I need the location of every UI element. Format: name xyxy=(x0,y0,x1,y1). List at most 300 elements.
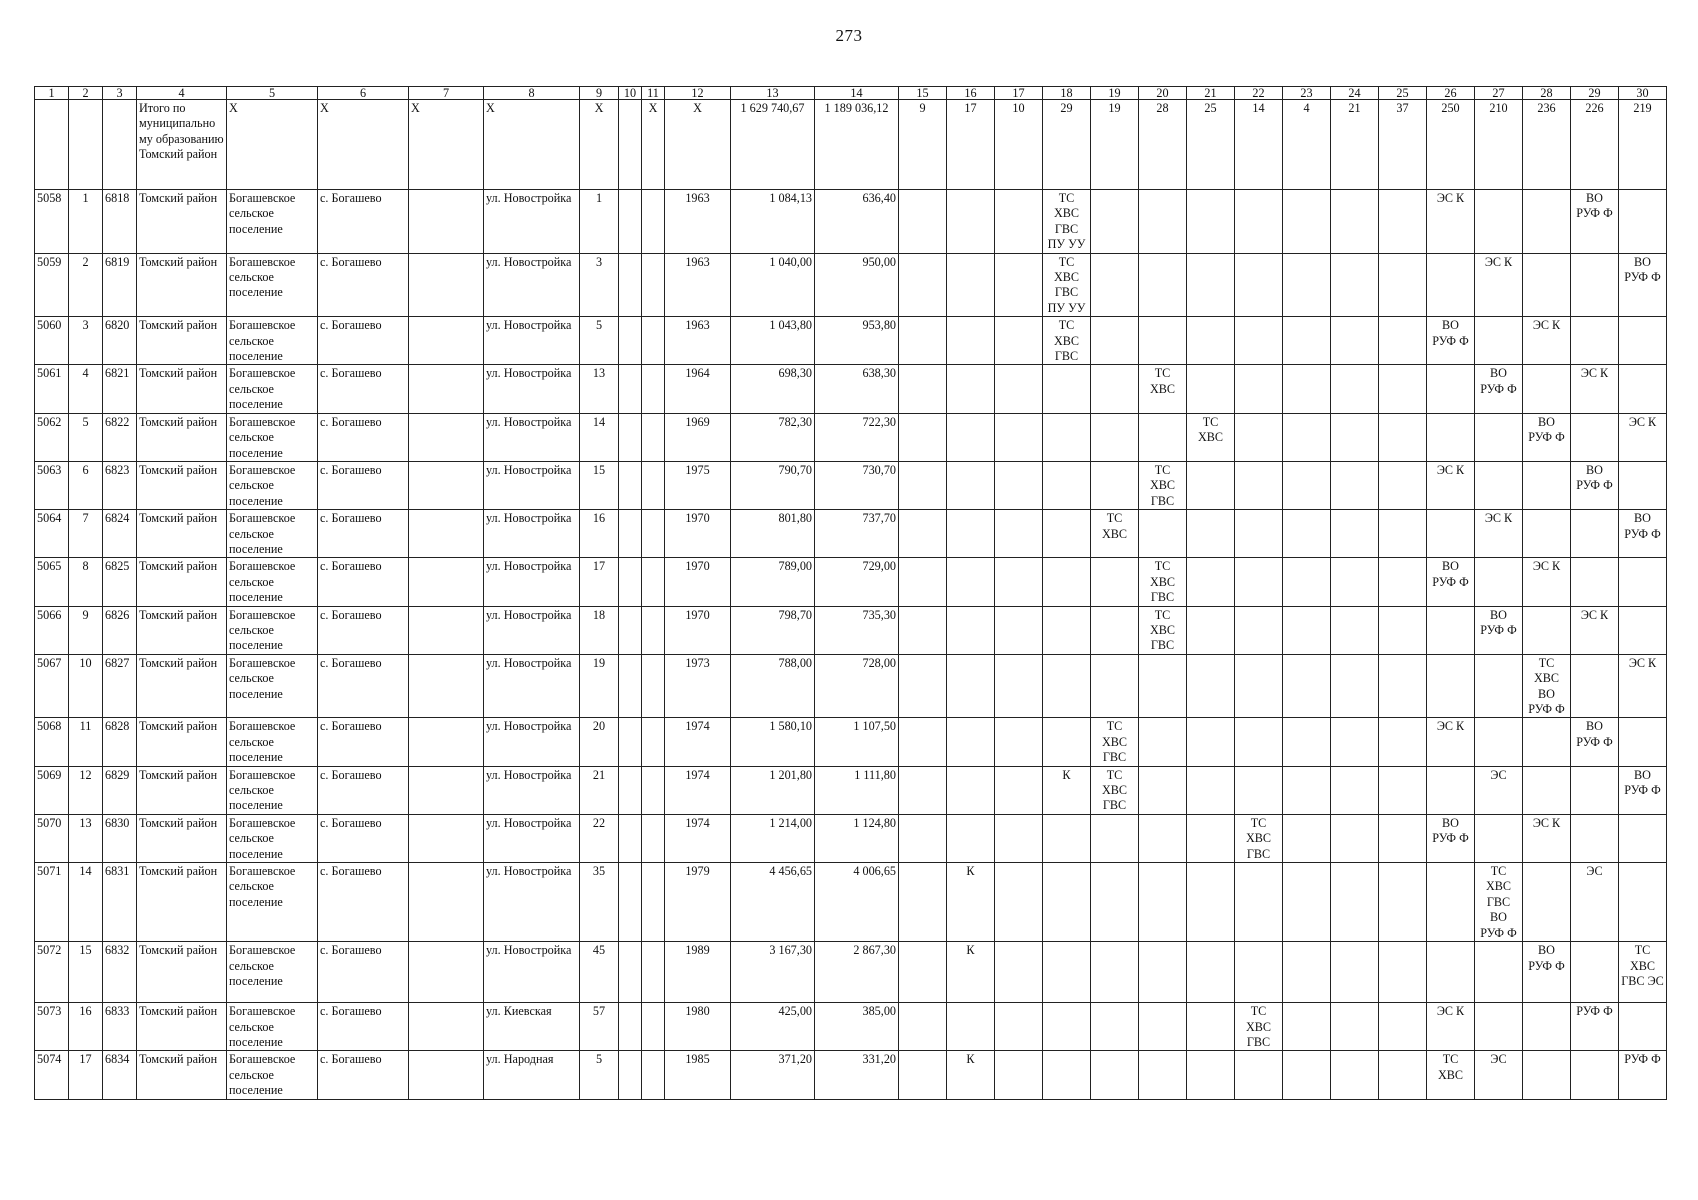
table-cell: 4 456,65 xyxy=(731,863,815,942)
table-cell: ТС ХВС xyxy=(1139,365,1187,413)
table-cell: 1973 xyxy=(665,654,731,718)
table-cell xyxy=(1331,942,1379,1003)
table-cell: ТС ХВС ГВС ПУ УУ xyxy=(1043,190,1091,254)
table-cell: 735,30 xyxy=(815,606,899,654)
table-row xyxy=(35,1003,1667,1051)
total-cell: 37 xyxy=(1379,100,1427,190)
total-cell xyxy=(619,100,642,190)
table-cell xyxy=(1619,461,1667,509)
column-number: 16 xyxy=(947,87,995,100)
total-row xyxy=(35,100,1667,190)
column-number: 20 xyxy=(1139,87,1187,100)
table-cell xyxy=(1331,1003,1379,1051)
table-cell: ЭС К xyxy=(1523,814,1571,862)
table-cell: 12 xyxy=(69,766,103,814)
table-cell xyxy=(1235,461,1283,509)
table-cell: 1 xyxy=(580,190,619,254)
table-row xyxy=(35,413,1667,461)
table-cell xyxy=(619,253,642,317)
total-cell: X xyxy=(318,100,409,190)
table-cell xyxy=(642,461,665,509)
table-cell: 5071 xyxy=(35,863,69,942)
table-cell xyxy=(1523,510,1571,558)
table-cell: 6818 xyxy=(103,190,137,254)
total-cell: 17 xyxy=(947,100,995,190)
table-cell: 3 xyxy=(580,253,619,317)
table-cell xyxy=(1523,1051,1571,1099)
table-cell: ТС ХВС ГВС ВО РУФ Ф xyxy=(1475,863,1523,942)
table-cell xyxy=(1427,413,1475,461)
table-cell xyxy=(947,461,995,509)
table-cell xyxy=(1139,190,1187,254)
table-cell xyxy=(1187,558,1235,606)
table-cell xyxy=(1427,654,1475,718)
table-cell xyxy=(1091,461,1139,509)
table-cell xyxy=(995,413,1043,461)
table-cell xyxy=(899,814,947,862)
table-row xyxy=(35,1051,1667,1099)
table-cell xyxy=(1571,558,1619,606)
table-cell xyxy=(947,413,995,461)
table-cell xyxy=(642,253,665,317)
table-cell: с. Богашево xyxy=(318,718,409,766)
column-number: 15 xyxy=(899,87,947,100)
table-cell xyxy=(642,317,665,365)
table-cell: 638,30 xyxy=(815,365,899,413)
table-cell: ТС ХВС xyxy=(1427,1051,1475,1099)
total-cell: 10 xyxy=(995,100,1043,190)
table-cell: 1 040,00 xyxy=(731,253,815,317)
table-cell xyxy=(409,253,484,317)
table-cell: ул. Новостройка xyxy=(484,718,580,766)
table-cell xyxy=(1139,1003,1187,1051)
table-cell xyxy=(899,317,947,365)
table-cell: Томский район xyxy=(137,558,227,606)
table-cell xyxy=(1331,253,1379,317)
table-cell: 22 xyxy=(580,814,619,862)
table-cell xyxy=(1571,253,1619,317)
table-cell: Богашевское сельское поселение xyxy=(227,510,318,558)
table-cell: ул. Киевская xyxy=(484,1003,580,1051)
table-cell: 5066 xyxy=(35,606,69,654)
table-cell xyxy=(1379,654,1427,718)
table-cell: К xyxy=(947,1051,995,1099)
total-cell: 236 xyxy=(1523,100,1571,190)
table-cell: 5068 xyxy=(35,718,69,766)
table-cell xyxy=(899,190,947,254)
table-cell: ВО РУФ Ф xyxy=(1427,814,1475,862)
column-number: 30 xyxy=(1619,87,1667,100)
table-cell xyxy=(1091,413,1139,461)
table-cell: Томский район xyxy=(137,718,227,766)
table-cell xyxy=(1235,766,1283,814)
table-cell: Богашевское сельское поселение xyxy=(227,814,318,862)
table-cell: 1974 xyxy=(665,718,731,766)
table-cell: Томский район xyxy=(137,461,227,509)
table-cell: 5070 xyxy=(35,814,69,862)
table-cell xyxy=(947,510,995,558)
table-cell: ЭС К xyxy=(1619,413,1667,461)
table-cell xyxy=(1331,190,1379,254)
table-cell: с. Богашево xyxy=(318,253,409,317)
table-cell xyxy=(1235,365,1283,413)
table-cell xyxy=(1379,606,1427,654)
table-cell xyxy=(1283,863,1331,942)
column-number: 4 xyxy=(137,87,227,100)
table-cell: 1979 xyxy=(665,863,731,942)
table-cell: 18 xyxy=(580,606,619,654)
table-cell xyxy=(1139,253,1187,317)
table-cell: Томский район xyxy=(137,654,227,718)
table-cell: 5 xyxy=(69,413,103,461)
table-cell: 20 xyxy=(580,718,619,766)
table-row xyxy=(35,253,1667,317)
table-cell xyxy=(1619,558,1667,606)
total-cell: 226 xyxy=(1571,100,1619,190)
table-row xyxy=(35,814,1667,862)
table-cell xyxy=(1091,1051,1139,1099)
table-cell: 782,30 xyxy=(731,413,815,461)
table-cell: ЭС К xyxy=(1475,253,1523,317)
table-cell xyxy=(619,942,642,1003)
table-cell: 57 xyxy=(580,1003,619,1051)
table-cell: 1 107,50 xyxy=(815,718,899,766)
total-cell: 25 xyxy=(1187,100,1235,190)
table-cell xyxy=(1571,766,1619,814)
table-cell: ТС ХВС xyxy=(1091,510,1139,558)
table-cell xyxy=(899,1051,947,1099)
table-cell xyxy=(619,1051,642,1099)
table-cell: с. Богашево xyxy=(318,863,409,942)
table-cell xyxy=(1571,510,1619,558)
table-cell: 5063 xyxy=(35,461,69,509)
table-cell: 1963 xyxy=(665,253,731,317)
table-cell: 6826 xyxy=(103,606,137,654)
table-cell xyxy=(947,190,995,254)
table-cell xyxy=(1187,317,1235,365)
table-cell: с. Богашево xyxy=(318,510,409,558)
table-cell xyxy=(409,510,484,558)
column-number: 13 xyxy=(731,87,815,100)
table-cell xyxy=(1283,606,1331,654)
table-cell xyxy=(619,863,642,942)
table-cell: 1969 xyxy=(665,413,731,461)
table-cell xyxy=(899,1003,947,1051)
table-cell xyxy=(1283,654,1331,718)
table-row xyxy=(35,942,1667,1003)
table-cell xyxy=(1331,413,1379,461)
table-cell xyxy=(619,510,642,558)
table-cell xyxy=(1331,718,1379,766)
table-cell xyxy=(619,654,642,718)
table-cell xyxy=(642,510,665,558)
table-cell: 1963 xyxy=(665,317,731,365)
table-cell: 1 124,80 xyxy=(815,814,899,862)
table-cell: с. Богашево xyxy=(318,190,409,254)
table-cell xyxy=(947,718,995,766)
table-cell: 1 580,10 xyxy=(731,718,815,766)
table-cell xyxy=(1091,814,1139,862)
table-cell xyxy=(1139,510,1187,558)
table-cell: 1980 xyxy=(665,1003,731,1051)
column-number: 9 xyxy=(580,87,619,100)
table-cell xyxy=(409,190,484,254)
table-cell xyxy=(619,413,642,461)
table-cell xyxy=(642,1051,665,1099)
table-cell xyxy=(1331,1051,1379,1099)
table-cell: ЭС xyxy=(1475,1051,1523,1099)
table-cell xyxy=(1235,1051,1283,1099)
table-cell xyxy=(642,558,665,606)
table-cell xyxy=(1427,863,1475,942)
table-cell xyxy=(1043,718,1091,766)
total-cell: 4 xyxy=(1283,100,1331,190)
table-cell: 331,20 xyxy=(815,1051,899,1099)
table-cell xyxy=(1475,461,1523,509)
table-cell: Богашевское сельское поселение xyxy=(227,863,318,942)
table-row xyxy=(35,654,1667,718)
table-cell: ВО РУФ Ф xyxy=(1571,718,1619,766)
table-cell: 1974 xyxy=(665,766,731,814)
table-cell: ЭС К xyxy=(1475,510,1523,558)
table-cell xyxy=(995,510,1043,558)
table-cell: ул. Новостройка xyxy=(484,317,580,365)
table-cell xyxy=(619,814,642,862)
column-number: 29 xyxy=(1571,87,1619,100)
table-cell: 385,00 xyxy=(815,1003,899,1051)
table-cell xyxy=(1331,654,1379,718)
table-cell: 953,80 xyxy=(815,317,899,365)
table-cell xyxy=(1043,814,1091,862)
table-cell xyxy=(1283,718,1331,766)
table-cell: 5 xyxy=(580,1051,619,1099)
table-cell: 35 xyxy=(580,863,619,942)
table-cell xyxy=(995,654,1043,718)
table-cell xyxy=(409,1003,484,1051)
table-cell: ЭС К xyxy=(1571,606,1619,654)
table-cell: 425,00 xyxy=(731,1003,815,1051)
table-cell xyxy=(899,766,947,814)
table-cell: Томский район xyxy=(137,863,227,942)
column-number: 19 xyxy=(1091,87,1139,100)
table-cell xyxy=(1187,606,1235,654)
total-cell: 28 xyxy=(1139,100,1187,190)
table-cell xyxy=(947,365,995,413)
table-cell: 8 xyxy=(69,558,103,606)
table-cell: 790,70 xyxy=(731,461,815,509)
table-cell: 5061 xyxy=(35,365,69,413)
table-cell xyxy=(1139,1051,1187,1099)
table-cell xyxy=(1043,558,1091,606)
table-cell xyxy=(619,718,642,766)
table-cell xyxy=(899,942,947,1003)
table-cell xyxy=(1523,461,1571,509)
table-cell: ЭС К xyxy=(1523,558,1571,606)
table-cell: ВО РУФ Ф xyxy=(1523,942,1571,1003)
table-cell: Томский район xyxy=(137,413,227,461)
table-cell: Богашевское сельское поселение xyxy=(227,766,318,814)
table-cell xyxy=(1043,510,1091,558)
table-cell xyxy=(1619,718,1667,766)
table-cell xyxy=(1043,461,1091,509)
total-cell: 9 xyxy=(899,100,947,190)
table-cell xyxy=(642,654,665,718)
table-cell: ВО РУФ Ф xyxy=(1427,558,1475,606)
table-row xyxy=(35,365,1667,413)
table-cell xyxy=(409,558,484,606)
table-cell: ТС ХВС ГВС xyxy=(1139,461,1187,509)
table-cell xyxy=(1283,253,1331,317)
table-cell xyxy=(1523,863,1571,942)
table-cell: ВО РУФ Ф xyxy=(1475,365,1523,413)
table-cell: ВО РУФ Ф xyxy=(1619,766,1667,814)
table-cell xyxy=(1427,766,1475,814)
table-cell xyxy=(1331,558,1379,606)
table-cell: 6827 xyxy=(103,654,137,718)
table-cell: ул. Новостройка xyxy=(484,654,580,718)
table-cell xyxy=(1187,942,1235,1003)
table-cell: ВО РУФ Ф xyxy=(1619,510,1667,558)
table-cell: 6822 xyxy=(103,413,137,461)
table-cell xyxy=(1043,606,1091,654)
table-cell xyxy=(1475,558,1523,606)
table-cell: 6825 xyxy=(103,558,137,606)
table-cell: 15 xyxy=(69,942,103,1003)
table-cell: 5074 xyxy=(35,1051,69,1099)
table-cell xyxy=(1331,814,1379,862)
table-cell xyxy=(995,814,1043,862)
table-cell: 6832 xyxy=(103,942,137,1003)
total-cell: X xyxy=(642,100,665,190)
table-cell: ул. Новостройка xyxy=(484,814,580,862)
table-cell: Томский район xyxy=(137,606,227,654)
table-cell xyxy=(947,1003,995,1051)
total-cell: 250 xyxy=(1427,100,1475,190)
table-cell xyxy=(947,317,995,365)
table-cell xyxy=(995,863,1043,942)
table-cell xyxy=(1091,654,1139,718)
table-cell: 789,00 xyxy=(731,558,815,606)
table-cell xyxy=(1091,253,1139,317)
table-cell: Томский район xyxy=(137,766,227,814)
table-cell xyxy=(409,942,484,1003)
table-cell xyxy=(1523,718,1571,766)
table-cell xyxy=(1427,365,1475,413)
table-cell: с. Богашево xyxy=(318,1051,409,1099)
table-cell xyxy=(1235,558,1283,606)
table-cell xyxy=(1523,1003,1571,1051)
table-cell: 6833 xyxy=(103,1003,137,1051)
table-cell xyxy=(619,461,642,509)
table-cell xyxy=(1475,413,1523,461)
table-cell: ТС ХВС ГВС xyxy=(1043,317,1091,365)
table-cell xyxy=(619,190,642,254)
table-cell xyxy=(1043,1003,1091,1051)
table-cell xyxy=(1379,413,1427,461)
table-cell: К xyxy=(947,863,995,942)
total-cell: 1 189 036,12 xyxy=(815,100,899,190)
table-cell xyxy=(995,1003,1043,1051)
table-cell: 15 xyxy=(580,461,619,509)
table-cell xyxy=(1427,606,1475,654)
table-cell xyxy=(619,558,642,606)
table-cell: 4 xyxy=(69,365,103,413)
table-cell xyxy=(899,365,947,413)
table-cell: 5 xyxy=(580,317,619,365)
table-cell: ВО РУФ Ф xyxy=(1571,190,1619,254)
table-cell xyxy=(1187,718,1235,766)
table-cell: ул. Народная xyxy=(484,1051,580,1099)
table-cell: ЭС К xyxy=(1427,1003,1475,1051)
table-cell xyxy=(1139,766,1187,814)
table-cell: 17 xyxy=(580,558,619,606)
table-cell: ТС ХВС ГВС xyxy=(1091,718,1139,766)
table-cell: с. Богашево xyxy=(318,413,409,461)
table-cell xyxy=(1283,365,1331,413)
table-cell: 1970 xyxy=(665,510,731,558)
table-cell xyxy=(1619,606,1667,654)
table-cell: ЭС К xyxy=(1619,654,1667,718)
table-cell xyxy=(409,1051,484,1099)
table-row xyxy=(35,317,1667,365)
column-number: 1 xyxy=(35,87,69,100)
table-cell: ул. Новостройка xyxy=(484,942,580,1003)
table-cell: Богашевское сельское поселение xyxy=(227,253,318,317)
table-cell: с. Богашево xyxy=(318,461,409,509)
table-cell xyxy=(1235,606,1283,654)
table-cell: 698,30 xyxy=(731,365,815,413)
total-cell: X xyxy=(409,100,484,190)
table-cell: ЭС К xyxy=(1427,190,1475,254)
table-cell: 4 006,65 xyxy=(815,863,899,942)
table-cell xyxy=(1475,317,1523,365)
table-cell: 6824 xyxy=(103,510,137,558)
table-cell: 13 xyxy=(69,814,103,862)
column-number-row xyxy=(35,87,1667,100)
table-cell: 5072 xyxy=(35,942,69,1003)
table-cell xyxy=(1283,814,1331,862)
table-cell: Богашевское сельское поселение xyxy=(227,317,318,365)
table-cell: РУФ Ф xyxy=(1571,1003,1619,1051)
table-cell xyxy=(1571,413,1619,461)
table-cell xyxy=(642,718,665,766)
column-number: 27 xyxy=(1475,87,1523,100)
table-cell xyxy=(899,718,947,766)
table-cell: Богашевское сельское поселение xyxy=(227,461,318,509)
table-cell xyxy=(995,718,1043,766)
table-cell xyxy=(1619,190,1667,254)
table-cell: 45 xyxy=(580,942,619,1003)
table-cell xyxy=(1475,654,1523,718)
table-cell xyxy=(1571,1051,1619,1099)
table-cell: 371,20 xyxy=(731,1051,815,1099)
table-cell xyxy=(1523,365,1571,413)
table-cell: с. Богашево xyxy=(318,606,409,654)
table-row xyxy=(35,766,1667,814)
table-cell: 6823 xyxy=(103,461,137,509)
table-cell xyxy=(1187,654,1235,718)
table-cell xyxy=(1187,863,1235,942)
table-cell xyxy=(409,317,484,365)
column-number: 7 xyxy=(409,87,484,100)
table-cell: Богашевское сельское поселение xyxy=(227,558,318,606)
table-cell xyxy=(1235,510,1283,558)
table-cell xyxy=(1283,190,1331,254)
table-cell xyxy=(1331,863,1379,942)
table-cell xyxy=(619,365,642,413)
table-cell: Богашевское сельское поселение xyxy=(227,942,318,1003)
table-cell: Томский район xyxy=(137,365,227,413)
